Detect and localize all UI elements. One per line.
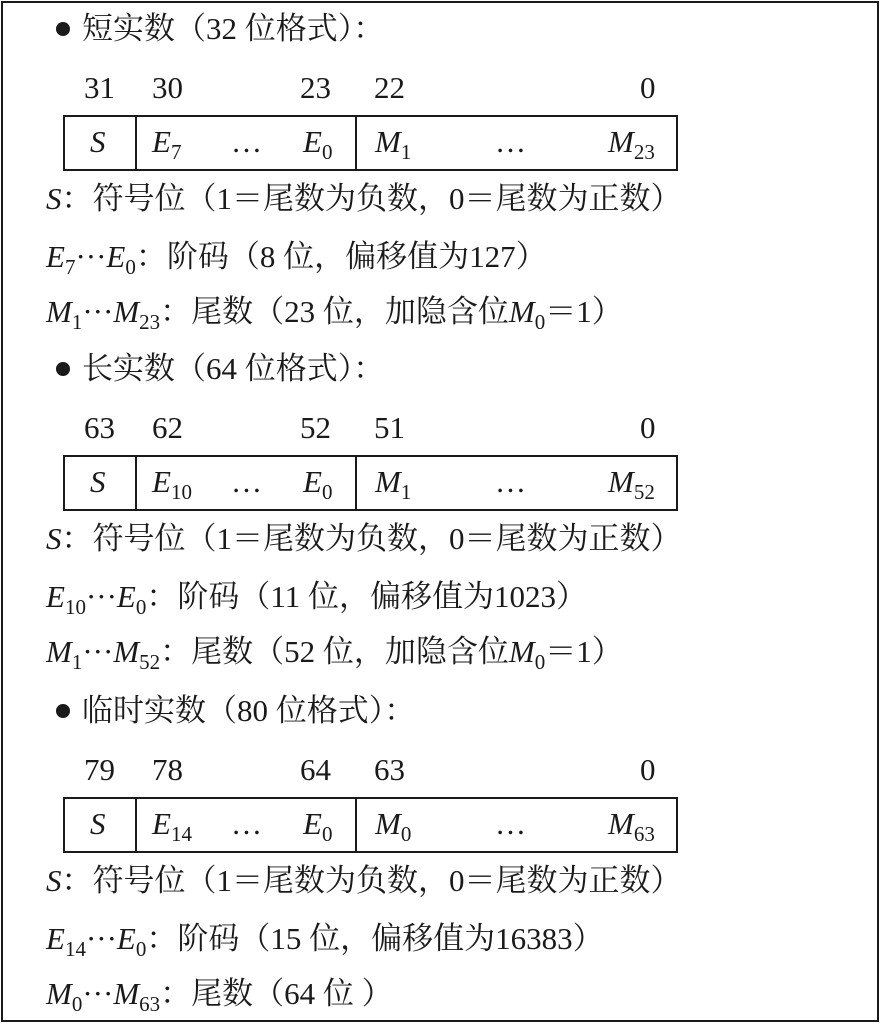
bit-field-box (63, 455, 678, 511)
bit-position-label: 0 (640, 410, 656, 445)
exponent-start-symbol: E (46, 921, 65, 956)
format-heading-text: 长实数（64 位格式）： (82, 351, 385, 386)
mantissa-description-text: ：尾数（64 位 ） (160, 976, 393, 1011)
mantissa-description (0, 977, 883, 1021)
bit-position-label: 79 (84, 752, 115, 787)
bit-position-label: 63 (374, 752, 405, 787)
ellipsis: ··· (82, 976, 114, 1011)
mantissa-start-symbol: M (46, 634, 72, 669)
hidden-bit-value: ＝1） (545, 634, 623, 669)
sign-divider (135, 799, 137, 851)
exponent-description (0, 240, 883, 284)
bit-field-cell (608, 465, 655, 509)
field-var (303, 124, 333, 164)
sign-divider (135, 457, 137, 509)
bit-field-cell: … (495, 806, 526, 841)
mantissa-start-var (46, 634, 83, 674)
bit-position-label: 30 (152, 70, 183, 105)
bit-field-cell (303, 125, 332, 169)
field-var (90, 464, 106, 499)
sign-symbol: S (46, 863, 62, 898)
exponent-start-subscript: 10 (64, 595, 86, 619)
bit-position-label: 23 (300, 70, 331, 105)
exponent-start-var (46, 579, 86, 619)
exponent-description-text: ：阶码（8 位，偏移值为127） (135, 239, 547, 274)
field-symbol: M (608, 464, 634, 499)
exponent-end-var (106, 239, 136, 279)
mantissa-end-var (113, 976, 161, 1016)
field-symbol: M (608, 124, 634, 159)
exponent-end-symbol: E (116, 579, 136, 614)
bit-position-label: 51 (374, 410, 405, 445)
bit-field-cell: … (495, 464, 526, 499)
field-subscript: 10 (170, 480, 192, 504)
mantissa-description (0, 295, 883, 339)
exponent-description-text: ：阶码（15 位，偏移值为16383） (146, 921, 604, 956)
exponent-description (0, 922, 883, 966)
field-symbol: S (90, 124, 106, 159)
bit-field-box (63, 115, 678, 171)
bullet-icon (56, 704, 70, 718)
ellipsis: ··· (85, 579, 117, 614)
field-symbol: M (375, 806, 401, 841)
mantissa-start-symbol: M (46, 976, 72, 1011)
exponent-description (0, 580, 883, 624)
field-symbol: E (303, 464, 322, 499)
field-var (375, 124, 412, 164)
bit-position-label: 63 (84, 410, 115, 445)
exponent-end-subscript: 0 (135, 595, 147, 619)
field-var (152, 464, 192, 504)
bit-field-cell (375, 807, 411, 851)
bit-field-cell (90, 125, 106, 159)
mantissa-end-subscript: 23 (139, 310, 161, 334)
bit-field-cell (303, 465, 332, 509)
bit-field-box (63, 797, 678, 853)
exponent-start-var (46, 921, 86, 961)
hidden-bit-value: ＝1） (545, 294, 623, 329)
sign-description (0, 182, 883, 216)
ellipsis: ··· (82, 294, 114, 329)
field-var (90, 124, 106, 159)
field-subscript: 14 (170, 822, 192, 846)
bit-field-cell (90, 807, 106, 841)
field-subscript: 52 (633, 480, 655, 504)
bit-position-label: 0 (640, 70, 656, 105)
bit-field-cell (375, 125, 411, 169)
bit-field-cell: … (231, 464, 262, 499)
sign-description-text: ：符号位（1＝尾数为负数，0＝尾数为正数） (61, 863, 682, 898)
field-subscript: 0 (321, 822, 333, 846)
field-symbol: M (608, 806, 634, 841)
sign-var (46, 863, 62, 898)
mantissa-end-symbol: M (113, 976, 140, 1011)
hidden-bit-subscript: 0 (534, 650, 546, 674)
field-subscript: 0 (400, 822, 412, 846)
bit-field-cell (152, 807, 192, 851)
field-var (303, 806, 333, 846)
format-heading-text: 临时实数（80 位格式）： (82, 693, 416, 728)
field-subscript: 7 (170, 140, 182, 164)
field-symbol: M (375, 464, 401, 499)
field-subscript: 0 (321, 140, 333, 164)
mantissa-end-var (113, 294, 161, 334)
bit-position-label: 31 (84, 70, 115, 105)
bit-field-cell (90, 465, 106, 499)
bit-field-cell: … (495, 124, 526, 159)
field-symbol: S (90, 464, 106, 499)
bit-position-label: 22 (374, 70, 405, 105)
hidden-bit-symbol: M (508, 634, 535, 669)
format-heading (0, 352, 883, 386)
hidden-bit-symbol: M (508, 294, 535, 329)
exponent-divider (355, 799, 357, 851)
field-subscript: 0 (321, 480, 333, 504)
field-symbol: M (375, 124, 401, 159)
format-heading (0, 694, 883, 728)
bit-field-cell: … (231, 124, 262, 159)
bit-field-cell: … (231, 806, 262, 841)
bit-field-cell (608, 125, 655, 169)
field-symbol: E (303, 806, 322, 841)
mantissa-start-var (46, 976, 83, 1016)
bit-position-label: 78 (152, 752, 183, 787)
bullet-icon (56, 22, 70, 36)
field-var (608, 464, 655, 504)
ellipsis: ··· (82, 634, 114, 669)
sign-symbol: S (46, 521, 62, 556)
sign-description (0, 522, 883, 556)
field-var (608, 806, 655, 846)
mantissa-description (0, 635, 883, 679)
field-symbol: E (152, 806, 171, 841)
format-heading (0, 12, 883, 46)
field-subscript: 1 (400, 480, 412, 504)
bit-position-label: 52 (300, 410, 331, 445)
mantissa-end-subscript: 63 (139, 992, 161, 1016)
mantissa-end-symbol: M (113, 294, 140, 329)
sign-var (46, 521, 62, 556)
exponent-start-symbol: E (46, 239, 65, 274)
sign-description-text: ：符号位（1＝尾数为负数，0＝尾数为正数） (61, 521, 682, 556)
mantissa-start-var (46, 294, 83, 334)
field-subscript: 23 (633, 140, 655, 164)
field-var (375, 806, 412, 846)
mantissa-start-subscript: 1 (71, 650, 83, 674)
ellipsis: ··· (85, 921, 117, 956)
hidden-bit-subscript: 0 (534, 310, 546, 334)
bit-field-cell (152, 125, 181, 169)
field-var (608, 124, 655, 164)
field-var (152, 124, 182, 164)
exponent-start-symbol: E (46, 579, 65, 614)
field-symbol: S (90, 806, 106, 841)
bit-field-cell (152, 465, 192, 509)
field-subscript: 63 (633, 822, 655, 846)
field-symbol: E (152, 124, 171, 159)
exponent-start-var (46, 239, 76, 279)
ellipsis: ··· (75, 239, 107, 274)
mantissa-start-subscript: 1 (71, 310, 83, 334)
bit-position-label: 62 (152, 410, 183, 445)
bit-position-label: 0 (640, 752, 656, 787)
exponent-end-symbol: E (116, 921, 136, 956)
bit-field-cell (303, 807, 332, 851)
mantissa-description-text: ：尾数（23 位，加隐含位 (160, 294, 509, 329)
exponent-end-subscript: 0 (125, 255, 136, 279)
bit-position-label: 64 (300, 752, 331, 787)
field-subscript: 1 (400, 140, 412, 164)
sign-var (46, 181, 62, 216)
exponent-start-subscript: 7 (64, 255, 76, 279)
sign-divider (135, 117, 137, 169)
field-var (90, 806, 106, 841)
mantissa-end-var (113, 634, 161, 674)
mantissa-description-text: ：尾数（52 位，加隐含位 (160, 634, 509, 669)
bit-field-cell (608, 807, 655, 851)
mantissa-end-symbol: M (113, 634, 140, 669)
field-symbol: E (303, 124, 322, 159)
field-var (152, 806, 192, 846)
exponent-divider (355, 457, 357, 509)
field-var (375, 464, 412, 504)
exponent-end-symbol: E (106, 239, 126, 274)
exponent-end-subscript: 0 (135, 937, 147, 961)
hidden-bit-var (508, 294, 546, 334)
sign-symbol: S (46, 181, 62, 216)
field-var (303, 464, 333, 504)
exponent-divider (355, 117, 357, 169)
field-symbol: E (152, 464, 171, 499)
sign-description (0, 864, 883, 898)
bit-field-cell (375, 465, 411, 509)
mantissa-start-subscript: 0 (71, 992, 83, 1016)
bullet-icon (56, 362, 70, 376)
exponent-end-var (116, 579, 147, 619)
mantissa-end-subscript: 52 (139, 650, 161, 674)
exponent-start-subscript: 14 (64, 937, 86, 961)
exponent-end-var (116, 921, 147, 961)
mantissa-start-symbol: M (46, 294, 72, 329)
format-heading-text: 短实数（32 位格式）： (82, 11, 385, 46)
exponent-description-text: ：阶码（11 位，偏移值为1023） (146, 579, 587, 614)
hidden-bit-var (508, 634, 546, 674)
sign-description-text: ：符号位（1＝尾数为负数，0＝尾数为正数） (61, 181, 682, 216)
